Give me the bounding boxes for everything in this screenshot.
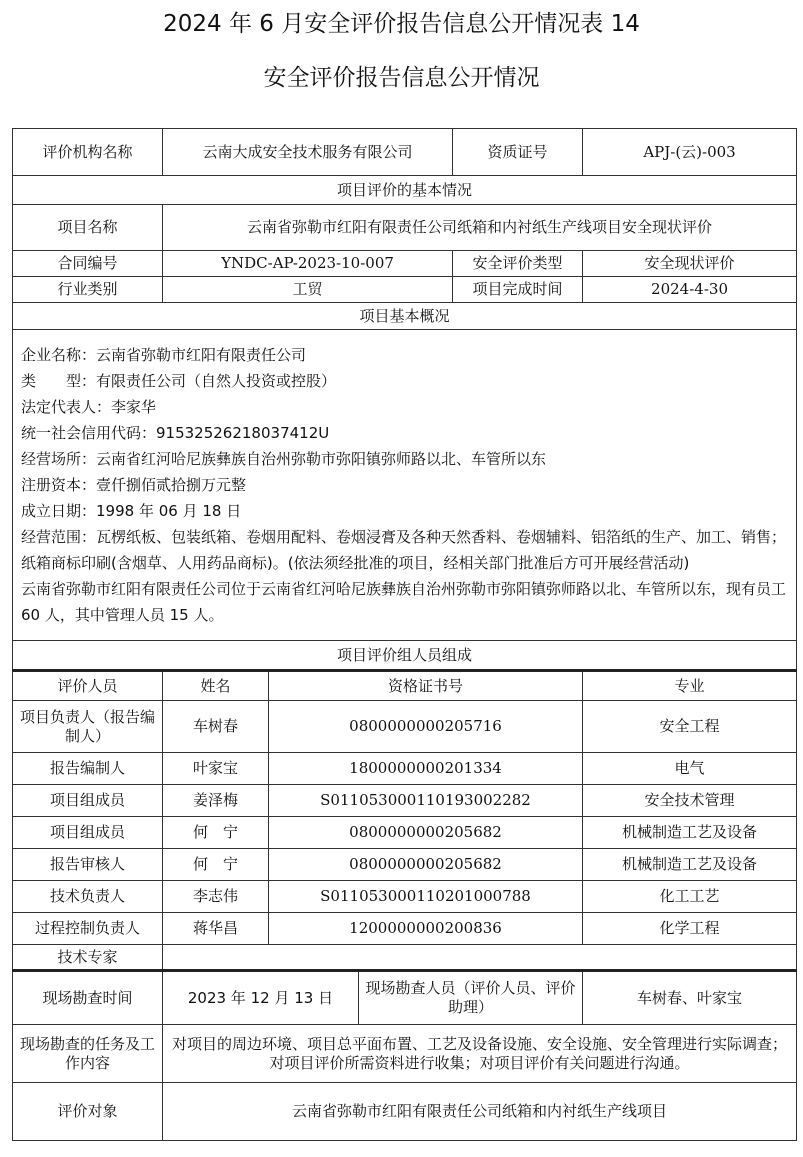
team-major: 电气 (583, 753, 797, 785)
section-overview-title: 项目基本概况 (13, 303, 797, 330)
team-row (13, 817, 797, 849)
contract-number: YNDC-AP-2023-10-007 (163, 251, 453, 277)
team-header-row (13, 671, 797, 701)
expert-label: 技术专家 (13, 945, 163, 971)
team-major: 安全工程 (583, 701, 797, 753)
document-title: 2024 年 6 月安全评价报告信息公开情况表 14 (163, 11, 640, 37)
org-name: 云南大成安全技术服务有限公司 (163, 129, 453, 176)
survey-time-label: 现场勘查时间 (13, 971, 163, 1025)
team-header-name: 姓名 (163, 671, 269, 701)
team-row (13, 881, 797, 913)
team-name: 蒋华昌 (163, 913, 269, 945)
team-role: 过程控制负责人 (13, 913, 163, 945)
finish-time-label: 项目完成时间 (453, 277, 583, 303)
team-row (13, 849, 797, 881)
team-role: 项目组成员 (13, 817, 163, 849)
document-subtitle: 安全评价报告信息公开情况 (263, 65, 540, 91)
team-name: 何 宁 (163, 817, 269, 849)
overview-credit-code: 统一社会信用代码：91532526218037412U (21, 424, 330, 442)
eval-type-label: 安全评价类型 (453, 251, 583, 277)
survey-people: 车树春、叶家宝 (583, 971, 797, 1025)
industry-value: 工贸 (163, 277, 453, 303)
team-major: 化学工程 (583, 913, 797, 945)
team-name: 李志伟 (163, 881, 269, 913)
contract-label: 合同编号 (13, 251, 163, 277)
disclosure-table (12, 128, 797, 1141)
team-name: 叶家宝 (163, 753, 269, 785)
team-row (13, 785, 797, 817)
eval-type: 安全现状评价 (583, 251, 797, 277)
team-major: 化工工艺 (583, 881, 797, 913)
overview-type: 类 型：有限责任公司（自然人投资或控股） (21, 372, 337, 390)
overview-capital: 注册资本：壹仟捌佰贰拾捌万元整 (21, 476, 247, 494)
overview-content (13, 330, 797, 641)
team-header-major: 专业 (583, 671, 797, 701)
team-name: 何 宁 (163, 849, 269, 881)
survey-task: 对项目的周边环境、项目总平面布置、工艺及设备设施、安全设施、安全管理进行实际调查；对项目评价所需资料进行收集；对项目评价有关问题进行沟通。 (163, 1025, 797, 1083)
team-row (13, 753, 797, 785)
team-cert: 0800000000205682 (269, 849, 583, 881)
team-header-cert: 资格证书号 (269, 671, 583, 701)
cert-number: APJ-(云)-003 (583, 129, 797, 176)
project-name: 云南省弥勒市红阳有限责任公司纸箱和内衬纸生产线项目安全现状评价 (163, 205, 797, 251)
team-major: 机械制造工艺及设备 (583, 849, 797, 881)
team-major: 安全技术管理 (583, 785, 797, 817)
team-role: 技术负责人 (13, 881, 163, 913)
cert-label: 资质证号 (453, 129, 583, 176)
team-row (13, 701, 797, 753)
overview-location: 云南省弥勒市红阳有限责任公司位于云南省红河哈尼族彝族自治州弥勒市弥阳镇弥师路以北、车管所以东，现有员工 60 人，其中管理人员 15 人。 (21, 580, 787, 624)
team-role: 报告编制人 (13, 753, 163, 785)
overview-scope: 经营范围：瓦楞纸板、包装纸箱、卷烟用配料、卷烟浸膏及各种天然香料、卷烟辅料、铝箔纸的生产、加工、销售；纸箱商标印刷(含烟草、人用药品商标)。(依法须经批准的项目，经相关部门批准后方可开展经营活动) (21, 528, 787, 572)
overview-legal-rep: 法定代表人：李家华 (21, 398, 157, 416)
team-cert: S011053000110201000788 (269, 881, 583, 913)
section-basic-title: 项目评价的基本情况 (13, 176, 797, 205)
finish-time: 2024-4-30 (583, 277, 797, 303)
team-major: 机械制造工艺及设备 (583, 817, 797, 849)
overview-company: 企业名称：云南省弥勒市红阳有限责任公司 (21, 346, 307, 364)
org-row (13, 129, 797, 176)
team-cert: 0800000000205682 (269, 817, 583, 849)
team-name: 车树春 (163, 701, 269, 753)
team-cert: S011053000110193002282 (269, 785, 583, 817)
team-name: 姜泽梅 (163, 785, 269, 817)
team-cert: 0800000000205716 (269, 701, 583, 753)
team-header-role: 评价人员 (13, 671, 163, 701)
team-role: 项目组成员 (13, 785, 163, 817)
survey-row (13, 971, 797, 1025)
team-role: 报告审核人 (13, 849, 163, 881)
org-label: 评价机构名称 (13, 129, 163, 176)
team-cert: 1200000000200836 (269, 913, 583, 945)
section-team-title: 项目评价组人员组成 (13, 641, 797, 671)
eval-object-label: 评价对象 (13, 1083, 163, 1141)
project-name-label: 项目名称 (13, 205, 163, 251)
survey-time: 2023 年 12 月 13 日 (163, 971, 359, 1025)
team-role: 项目负责人（报告编制人） (13, 701, 163, 753)
team-row (13, 913, 797, 945)
survey-task-label: 现场勘查的任务及工作内容 (13, 1025, 163, 1083)
survey-people-label: 现场勘查人员（评价人员、评价助理） (359, 971, 583, 1025)
overview-founded: 成立日期：1998 年 06 月 18 日 (21, 502, 242, 520)
industry-label: 行业类别 (13, 277, 163, 303)
team-cert: 1800000000201334 (269, 753, 583, 785)
eval-object: 云南省弥勒市红阳有限责任公司纸箱和内衬纸生产线项目 (163, 1083, 797, 1141)
expert-value (163, 945, 797, 971)
overview-address: 经营场所：云南省红河哈尼族彝族自治州弥勒市弥阳镇弥师路以北、车管所以东 (21, 450, 547, 468)
